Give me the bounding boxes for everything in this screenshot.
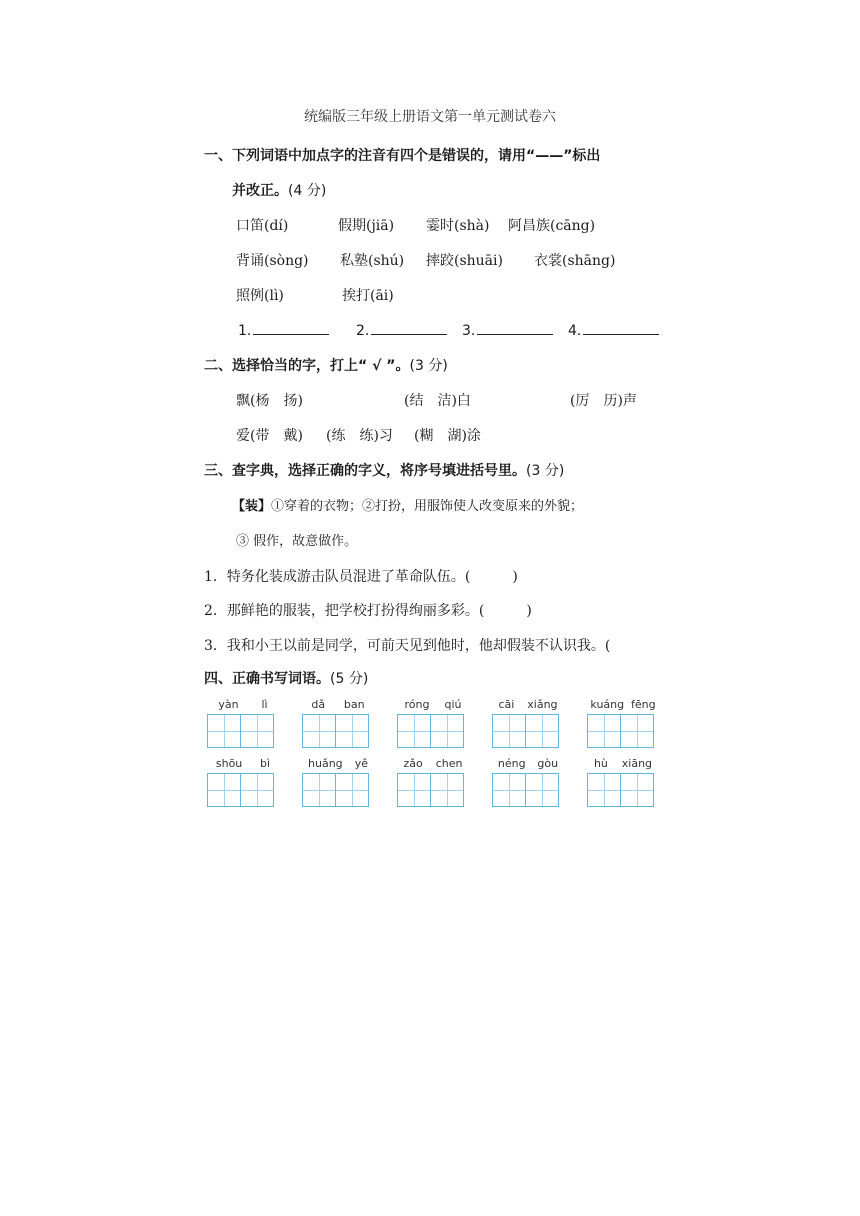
writing-grid[interactable] [492, 698, 564, 750]
answer-blank-3[interactable]: 3. [462, 320, 553, 339]
character-box[interactable] [207, 773, 241, 807]
character-box[interactable] [335, 773, 369, 807]
character-box[interactable] [207, 714, 241, 748]
pinyin: róng [404, 698, 430, 711]
writing-grid[interactable] [302, 698, 374, 750]
character-box[interactable] [587, 773, 621, 807]
character-box[interactable] [525, 714, 559, 748]
word-item: 挨打(āi) [342, 288, 394, 304]
character-box[interactable] [525, 773, 559, 807]
pinyin: cāi [498, 698, 515, 711]
pinyin: lì [261, 698, 268, 711]
character-box[interactable] [397, 773, 431, 807]
pinyin: chen [435, 757, 463, 770]
question-1: 1．特务化装成游击队员混进了革命队伍。( ) [204, 569, 518, 585]
pinyin: bì [260, 757, 271, 770]
choice-item: (糊 湖)涂 [414, 428, 481, 444]
character-box[interactable] [302, 714, 336, 748]
answer-blank-4[interactable]: 4. [568, 320, 659, 339]
dictionary-entry [232, 495, 583, 514]
choice-item: (练 练)习 [326, 428, 393, 444]
section1-heading-cont [232, 180, 326, 200]
question-2: 2．那鲜艳的服装，把学校打扮得绚丽多彩。( ) [204, 603, 532, 619]
pinyin: ban [343, 698, 365, 711]
dict-definition-2: ③ 假作，故意做作。 [236, 534, 358, 549]
choice-item: (厉 历)声 [570, 393, 637, 409]
section1-heading [204, 145, 600, 165]
pinyin: kuáng [590, 698, 625, 711]
word-item: 衣裳(shāng) [534, 253, 616, 269]
choice-item: 飘(杨 扬) [236, 393, 303, 409]
dict-key: 【装】 [232, 499, 272, 514]
character-box[interactable] [587, 714, 621, 748]
character-box[interactable] [430, 714, 464, 748]
character-box[interactable] [240, 714, 274, 748]
pinyin: qiú [444, 698, 462, 711]
character-box[interactable] [492, 714, 526, 748]
pinyin: néng [497, 757, 526, 770]
pinyin: shōu [215, 757, 243, 770]
answer-blank-2[interactable]: 2. [356, 320, 447, 339]
choice-item: 爱(带 戴) [236, 428, 303, 444]
character-box[interactable] [492, 773, 526, 807]
pinyin: yàn [218, 698, 239, 711]
section3-score: (3 分) [526, 463, 565, 479]
character-box[interactable] [620, 714, 654, 748]
writing-grid[interactable] [397, 698, 469, 750]
pinyin: xiǎng [527, 698, 558, 711]
dict-definition-1: ①穿着的衣物；②打扮，用服饰使人改变原来的外貌； [271, 499, 584, 514]
writing-grid[interactable] [397, 757, 469, 809]
section1-score: (4 分) [288, 183, 327, 199]
pinyin: fēng [630, 698, 656, 711]
pinyin: gòu [537, 757, 559, 770]
word-item: 照例(lì) [236, 288, 284, 304]
word-item: 摔跤(shuāi) [426, 253, 503, 269]
writing-grid[interactable] [302, 757, 374, 809]
section1-heading-line2: 并改正。 [232, 183, 288, 199]
section4-heading: 四、正确书写词语。(5 分) [204, 671, 369, 687]
character-box[interactable] [240, 773, 274, 807]
pinyin: zǎo [403, 757, 423, 770]
word-item: 背诵(sòng) [236, 253, 309, 269]
writing-grid[interactable] [207, 698, 279, 750]
writing-grid[interactable] [207, 757, 279, 809]
section2-heading: 二、选择恰当的字，打上“ √ ”。(3 分) [204, 358, 448, 374]
section3-heading: 三、查字典，选择正确的字义，将序号填进括号里。(3 分) [204, 463, 565, 479]
page-title: 统编版三年级上册语文第一单元测试卷六 [304, 109, 556, 125]
word-item: 口笛(dí) [236, 218, 289, 234]
pinyin: hù [593, 757, 608, 770]
writing-grid[interactable] [492, 757, 564, 809]
pinyin: dǎ [311, 698, 326, 711]
character-box[interactable] [302, 773, 336, 807]
question-3: 3．我和小王以前是同学，可前天见到他时，他却假装不认识我。( [204, 638, 611, 654]
section4-score: (5 分) [330, 671, 369, 687]
word-item: 霎时(shà) [426, 218, 490, 234]
section1-heading-line1: 一、下列词语中加点字的注音有四个是错误的，请用“——”标出 [204, 148, 601, 164]
character-box[interactable] [335, 714, 369, 748]
section2-score: (3 分) [409, 358, 448, 374]
word-item: 假期(jiā) [338, 218, 395, 234]
pinyin: huǎng [308, 757, 343, 770]
choice-item: (结 洁)白 [404, 393, 471, 409]
word-item: 私塾(shú) [340, 253, 405, 269]
pinyin: xiāng [621, 757, 653, 770]
writing-grid[interactable] [587, 757, 659, 809]
pinyin: yě [354, 757, 368, 770]
character-box[interactable] [430, 773, 464, 807]
character-box[interactable] [397, 714, 431, 748]
word-item: 阿昌族(cāng) [508, 218, 596, 234]
character-box[interactable] [620, 773, 654, 807]
answer-blank-1[interactable]: 1. [238, 320, 329, 339]
writing-grid[interactable] [587, 698, 659, 750]
